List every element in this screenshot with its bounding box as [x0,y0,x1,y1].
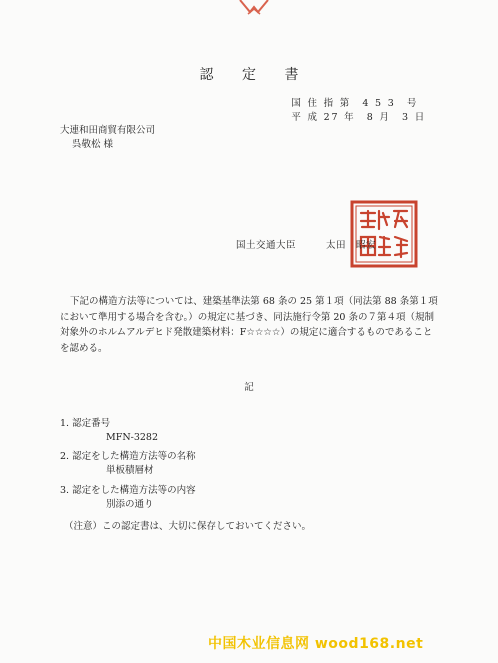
document-number: 国 住 指 第 4 5 3 号 [291,98,419,109]
list-item [60,484,196,512]
list-item [60,417,158,445]
item-label: 1. 認定番号 [60,418,111,429]
document-number-block [291,97,426,125]
recipient-block [60,124,155,152]
minister-signature: 国土交通大臣 太田 昭宏 [236,240,377,251]
item-value: 別添の通り [106,499,154,510]
section-heading: 記 [244,382,254,393]
note: （注意）この認定書は、大切に保存しておいてください。 [64,521,312,532]
item-value: 単板積層材 [106,465,154,476]
emblem-icon [236,0,272,16]
certificate-body: 下記の構造方法等については、建築基準法第 68 条の 25 第１項（同法第 88 条第１項において準用する場合を含む。）の規定に基づき、同法施行令第 20 条の７第４項（規制対象外のホルムアルデヒド発散建築材料：F☆☆☆☆）の規定に適合するものであることを認める。 [60,296,438,354]
official-seal-icon [349,199,419,269]
item-label: 2. 認定をした構造方法等の名称 [60,451,196,462]
recipient-company: 大連和田商貿有限公司 [60,125,156,136]
document-date: 平 成 27 年 8 月 3 日 [291,112,426,123]
recipient-name: 呉敬松 様 [72,139,114,150]
item-label: 3. 認定をした構造方法等の内容 [60,485,196,496]
watermark-text: 中国木业信息网 wood168.net [208,636,424,652]
list-item [60,450,196,478]
item-value: MFN-3282 [106,432,159,443]
page-title: 認 定 書 [199,67,311,83]
